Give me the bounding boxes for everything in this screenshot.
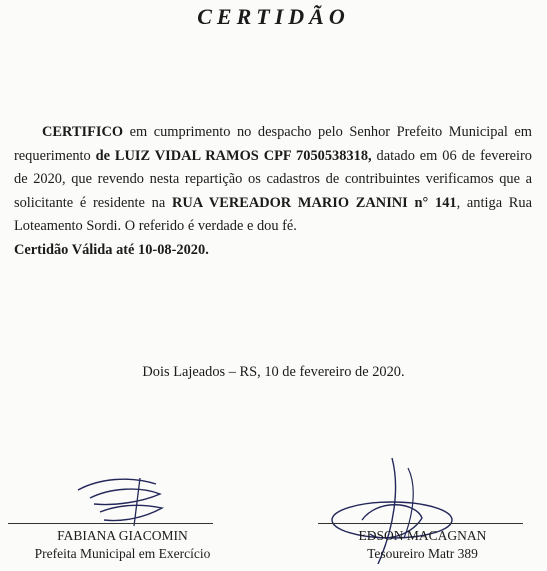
certificate-paragraph bbox=[14, 121, 532, 239]
signatory-fabiana bbox=[0, 527, 245, 563]
signature-line-right bbox=[318, 523, 523, 524]
place-date: Dois Lajeados – RS, 10 de fevereiro de 2020. bbox=[142, 364, 405, 380]
address: RUA VEREADOR MARIO ZANINI n° 141 bbox=[171, 194, 457, 211]
document-title: CERTIDÃO bbox=[197, 4, 350, 29]
signatory-name: EDSON MACAGNAN bbox=[358, 528, 487, 543]
signature-fabiana bbox=[70, 468, 180, 528]
signatory-role: Prefeita Municipal em Exercício bbox=[34, 546, 211, 561]
signature-line-left bbox=[8, 523, 213, 524]
certifico-lead: CERTIFICO bbox=[42, 124, 124, 140]
signatory-edson bbox=[300, 527, 545, 563]
signatory-name: FABIANA GIACOMIN bbox=[57, 528, 188, 543]
requester-name: de LUIZ VIDAL RAMOS CPF 7050538318, bbox=[95, 147, 372, 164]
body-text-3: , antiga Rua Loteamento Sordi. O referido é verdade e dou fé. bbox=[14, 194, 532, 234]
certificate-body bbox=[14, 121, 532, 262]
body-text-1: em cumprimento no despacho pelo Senhor Prefeito Municipal em requerimento bbox=[14, 124, 532, 164]
validity-note: Certidão Válida até 10-08-2020. bbox=[14, 241, 209, 258]
signatory-role: Tesoureiro Matr 389 bbox=[367, 546, 478, 561]
body-text-2: datado em 06 de fevereiro de 2020, que revendo nesta repartição os cadastros de contribuintes verificamos que a solicitante é residente na bbox=[14, 147, 532, 211]
